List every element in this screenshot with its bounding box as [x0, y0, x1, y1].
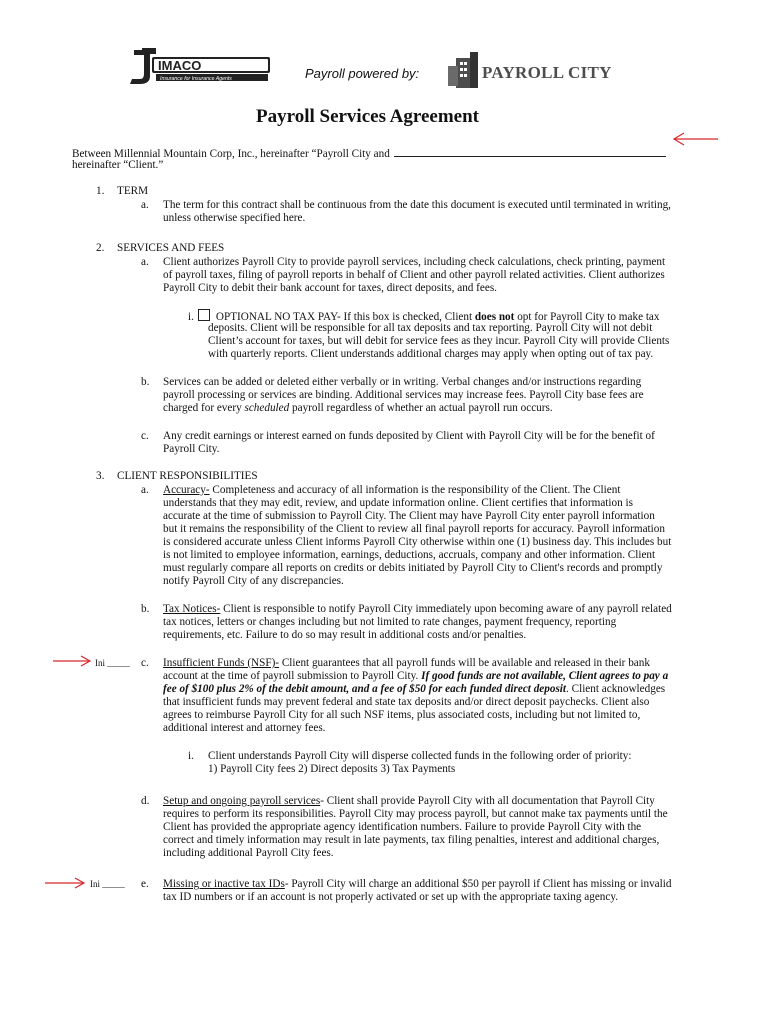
paragraph-line: tax ID numbers or if an account is not properly activated or set up with the appropriate taxing agency. [163, 891, 619, 903]
paragraph-line: Setup and ongoing payroll services- Client shall provide Payroll City with all documentation that Payroll City [163, 795, 655, 807]
item-label: b. [141, 603, 150, 615]
paragraph-line: Insufficient Funds (NSF)- Client guarantees that all payroll funds will be available and released in their bank [163, 657, 650, 669]
paragraph-line: must regularly compare all reports on credits or debits initiated by Payroll City to Client's records and promptly [163, 562, 663, 574]
paragraph-line: Accuracy- Completeness and accuracy of all information is the responsibility of the Client. The Client [163, 484, 621, 496]
payroll-city-logo [446, 50, 626, 97]
paragraph-line: Services can be added or deleted either verbally or in writing. Verbal changes and/or instructions regarding [163, 376, 642, 388]
paragraph-line: of payroll taxes, filing of payroll reports in behalf of Client and other payroll related activities. Client authorizes [163, 269, 665, 281]
paragraph-line: correct and timely information may result in late payments, tax filing penalties, interest and additional charges, [163, 834, 660, 846]
paragraph-line: Client has provided the appropriate agency identification numbers. Failure to provide Payroll City with the [163, 821, 642, 833]
paragraph-line: additional interest and attorney fees. [163, 722, 326, 734]
paragraph-line: Tax Notices- Client is responsible to notify Payroll City immediately upon becoming aware of any payroll related [163, 603, 672, 615]
paragraph-line: Payroll City. [163, 443, 220, 455]
jimaco-logo [128, 46, 274, 88]
paragraph-line: tax notices, letters or changes including but not limited to rate changes, payment frequency, reporting [163, 616, 617, 628]
paragraph-line: that insufficient funds may prevent federal and state tax deposits and/or direct deposit paychecks. Client also [163, 696, 650, 708]
paragraph-line: Missing or inactive tax IDs- Payroll City will charge an additional $50 per payroll if Client has missing or invalid [163, 878, 672, 890]
paragraph-line: The term for this contract shall be continuous from the date this document is executed until terminated in writing, [163, 199, 671, 211]
annotation-arrow-icon [672, 132, 720, 146]
item-label: e. [141, 878, 149, 890]
item-label: i. [188, 750, 194, 762]
section-heading-term: TERM [117, 185, 149, 197]
paragraph-line: Payroll City to debit their bank account for taxes, direct deposits, and fees. [163, 282, 497, 294]
paragraph-line: requires to perform its responsibilities. Payroll City may process payroll, but cannot make tax payments until the [163, 808, 668, 820]
paragraph-line: 1) Payroll City fees 2) Direct deposits 3) Tax Payments [208, 763, 456, 775]
paragraph-line: notify Payroll City of any discrepancies. [163, 575, 344, 587]
paragraph-line: agrees to reimburse Payroll City for all such NSF items, plus associated costs, including but not limited to, [163, 709, 641, 721]
paragraph-line: charged for every scheduled payroll regardless of whether an actual payroll run occurs. [163, 402, 553, 414]
paragraph-line: deposits. Client will be responsible for all tax deposits and tax reporting. Payroll City will not debit [208, 322, 653, 334]
section-heading-services: SERVICES AND FEES [117, 242, 225, 254]
paragraph-line: is considered accurate unless Client informs Payroll City otherwise within one (1) business day. This includes but [163, 536, 672, 548]
paragraph-line: accurate at the time of submission to Payroll City. The Client may have Payroll City enter payroll information [163, 510, 655, 522]
svg-text:PAYROLL CITY: PAYROLL CITY [482, 63, 612, 82]
page-title: Payroll Services Agreement [256, 106, 480, 127]
section-number: 1. [96, 185, 105, 197]
client-name-blank[interactable] [394, 146, 666, 157]
paragraph-line: with quarterly reports. Client understands additional charges may apply when opting out of tax pay. [208, 348, 654, 360]
intro-line-1: Between Millennial Mountain Corp, Inc., hereinafter “Payroll City and [72, 146, 666, 162]
paragraph-line: account at the time of payroll submission to Payroll City. If good funds are not available, Client agrees to pay a [163, 670, 669, 682]
item-label: c. [141, 657, 149, 669]
annotation-arrow-icon [52, 655, 92, 667]
paragraph-line: fee of $100 plus 2% of the debit amount, and a fee of $50 for each funded direct deposit. Client acknowledges [163, 683, 666, 695]
section-heading-client-responsibilities: CLIENT RESPONSIBILITIES [117, 470, 258, 482]
initials-field[interactable]: Ini _____ [95, 658, 130, 668]
paragraph-line: unless otherwise specified here. [163, 212, 306, 224]
optional-no-tax-line: i. OPTIONAL NO TAX PAY- If this box is checked, Client does not opt for Payroll City to make tax [188, 311, 660, 323]
paragraph-line: but it remains the responsibility of the Client to review all final payroll reports for accuracy. Payroll information [163, 523, 665, 535]
item-label: a. [141, 256, 149, 268]
paragraph-line: Client’s account for taxes, but will debit for service fees as they incur. Payroll City will provide Clients [208, 335, 670, 347]
paragraph-line: Client authorizes Payroll City to provide payroll services, including check calculations, check printing, payment [163, 256, 666, 268]
item-label: c. [141, 430, 149, 442]
intro-line-2: hereinafter “Client.” [72, 159, 164, 171]
paragraph-line: requirements, etc. Failure to do so may result in additional costs and/or penalties. [163, 629, 527, 641]
item-label: a. [141, 484, 149, 496]
annotation-arrow-icon [44, 877, 86, 889]
paragraph-line: is not limited to employee information, earnings, deductions, accruals, company and other information. Client [163, 549, 656, 561]
item-label: d. [141, 795, 150, 807]
svg-text:Insurance for Insurance Agents: Insurance for Insurance Agents [160, 76, 232, 82]
initials-field[interactable]: Ini _____ [90, 879, 125, 889]
powered-by-label: Payroll powered by: [305, 66, 420, 81]
item-label: a. [141, 199, 149, 211]
section-number: 3. [96, 470, 105, 482]
paragraph-line: Client understands Payroll City will disperse collected funds in the following order of priority: [208, 750, 632, 762]
paragraph-line: including additional Payroll City fees. [163, 847, 334, 859]
paragraph-line: Any credit earnings or interest earned on funds deposited by Client with Payroll City will be for the benefit of [163, 430, 655, 442]
svg-text:IMACO: IMACO [158, 58, 202, 73]
item-label: b. [141, 376, 150, 388]
paragraph-line: payroll processing or services are binding. Additional services may increase fees. Payroll City base fees are [163, 389, 644, 401]
paragraph-line: understands that they may edit, review, and update information online. Client certifies that information is [163, 497, 633, 509]
no-tax-pay-checkbox[interactable] [198, 309, 210, 321]
section-number: 2. [96, 242, 105, 254]
